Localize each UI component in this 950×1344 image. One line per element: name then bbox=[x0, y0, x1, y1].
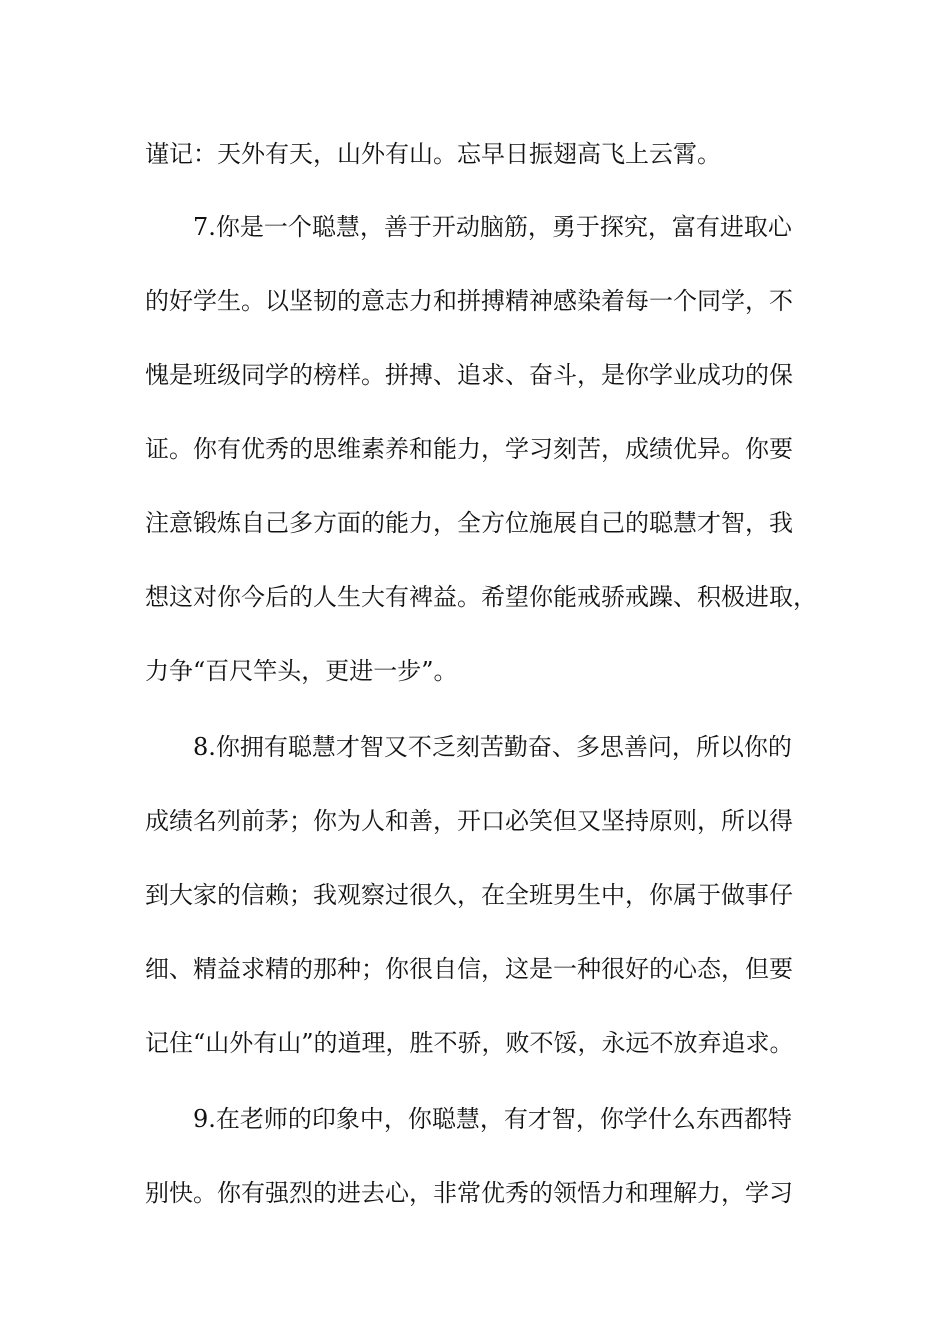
text-line: 到大家的信赖；我观察过很久，在全班男生中，你属于做事仔 bbox=[145, 881, 793, 909]
text-line: 注意锻炼自己多方面的能力，全方位施展自己的聪慧才智，我 bbox=[145, 509, 793, 537]
text-line: 的好学生。以坚韧的意志力和拼搏精神感染着每一个同学，不 bbox=[145, 287, 793, 315]
text-line: 记住“山外有山”的道理，胜不骄，败不馁，永远不放弃追求。 bbox=[145, 1029, 794, 1057]
text-line: 证。你有优秀的思维素养和能力，学习刻苦，成绩优异。你要 bbox=[145, 435, 793, 463]
text-line: 细、精益求精的那种；你很自信，这是一种很好的心态，但要 bbox=[145, 955, 793, 983]
text-line: 愧是班级同学的榜样。拼搏、追求、奋斗，是你学业成功的保 bbox=[145, 361, 793, 389]
text-line: 力争“百尺竿头，更进一步”。 bbox=[145, 657, 458, 685]
text-line: 别快。你有强烈的进去心，非常优秀的领悟力和理解力，学习 bbox=[145, 1179, 793, 1207]
text-line: 谨记：天外有天，山外有山。忘早日振翅高飞上云霄。 bbox=[145, 140, 721, 168]
paragraph-9-start: 9.在老师的印象中，你聪慧，有才智，你学什么东西都特 bbox=[193, 1105, 792, 1133]
text-line: 成绩名列前茅；你为人和善，开口必笑但又坚持原则，所以得 bbox=[145, 807, 793, 835]
paragraph-7-start: 7.你是一个聪慧，善于开动脑筋，勇于探究，富有进取心 bbox=[193, 213, 792, 241]
paragraph-8-start: 8.你拥有聪慧才智又不乏刻苦勤奋、多思善问，所以你的 bbox=[193, 733, 792, 761]
text-line: 想这对你今后的人生大有裨益。希望你能戒骄戒躁、积极进取， bbox=[145, 583, 817, 611]
